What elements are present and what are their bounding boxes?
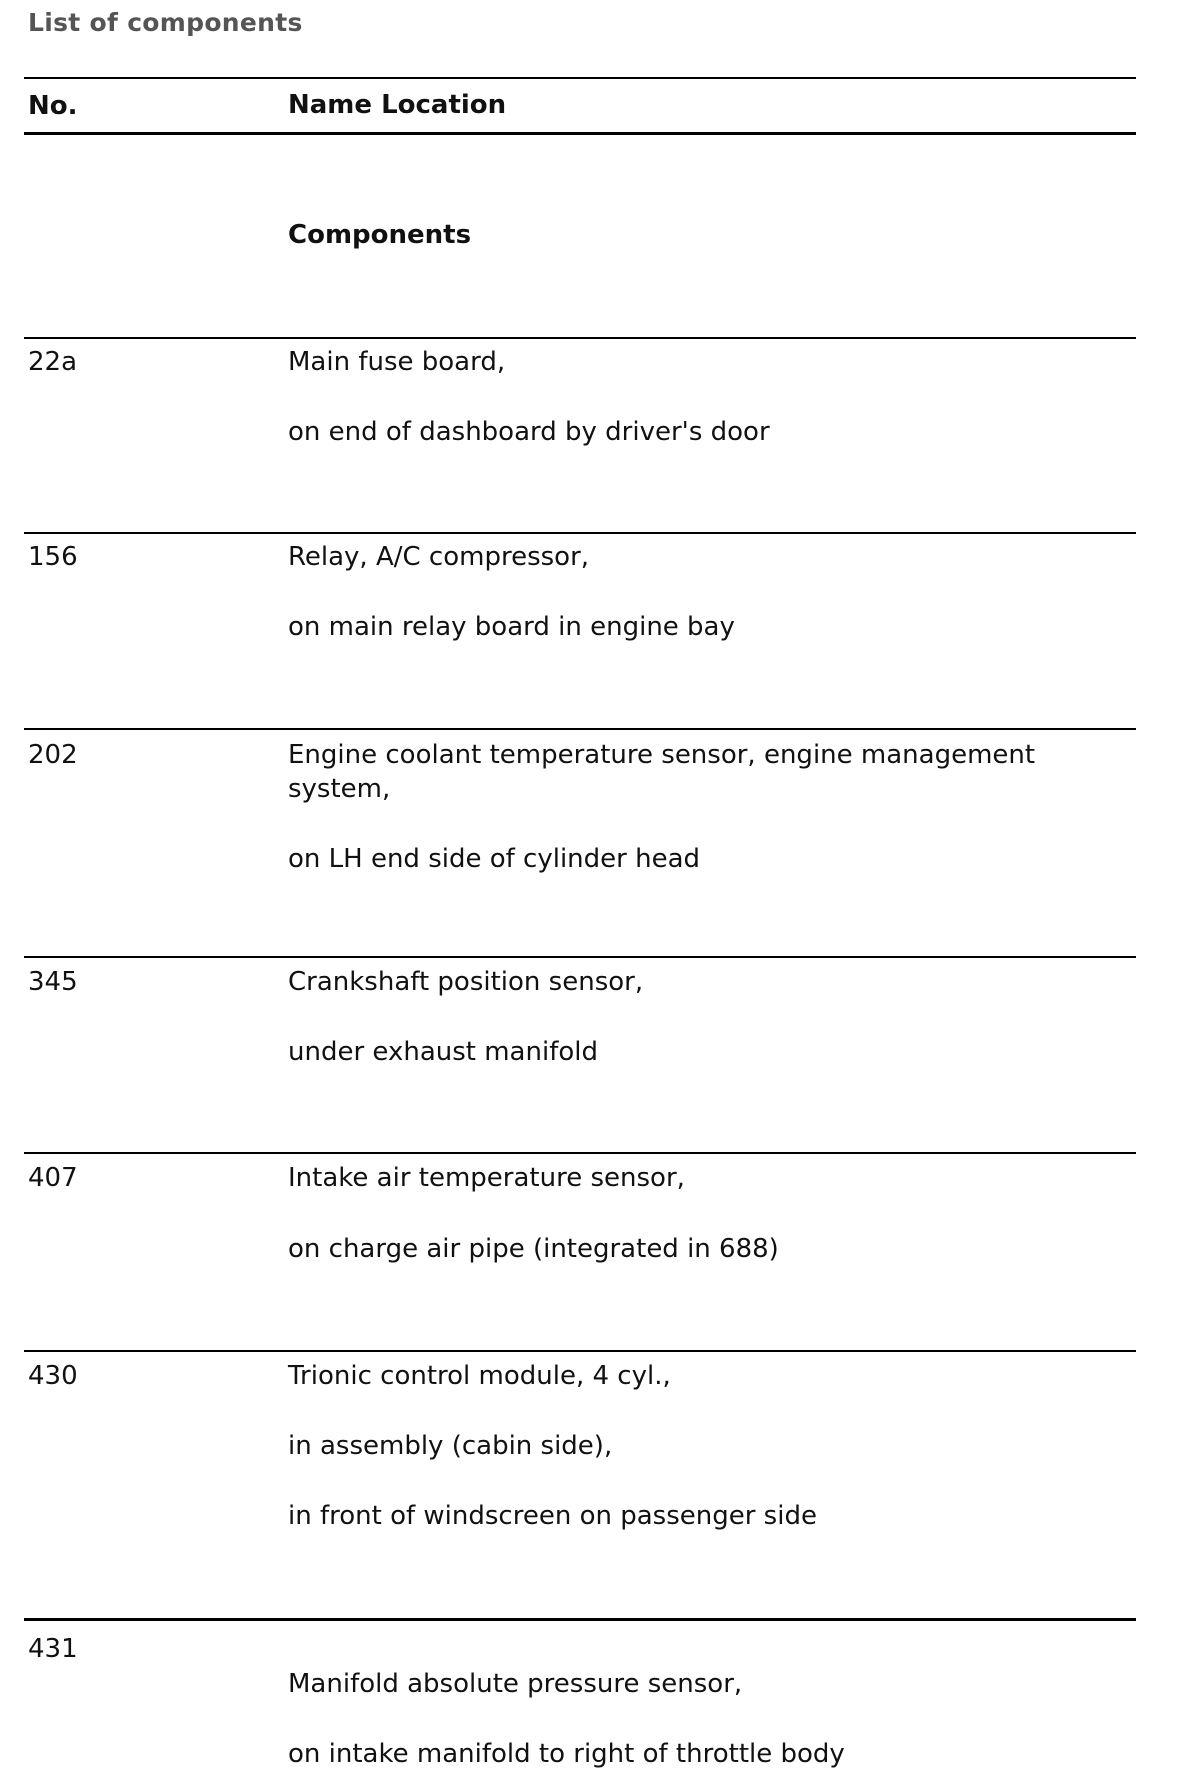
component-name: Relay, A/C compressor, bbox=[288, 542, 590, 572]
row-divider bbox=[24, 337, 1136, 339]
document-title: List of components bbox=[28, 8, 303, 37]
component-location: under exhaust manifold bbox=[288, 1037, 598, 1067]
column-header-name-location: Name Location bbox=[288, 90, 507, 120]
component-name: Trionic control module, 4 cyl., bbox=[288, 1361, 671, 1391]
row-divider bbox=[24, 1350, 1136, 1352]
component-number: 430 bbox=[28, 1361, 78, 1391]
component-name: Engine coolant temperature sensor, engine management system, bbox=[288, 740, 1036, 804]
component-location: on end of dashboard by driver's door bbox=[288, 417, 770, 447]
component-number: 431 bbox=[28, 1634, 78, 1664]
row-divider bbox=[24, 1618, 1136, 1621]
column-header-no: No. bbox=[28, 91, 78, 121]
component-name: Intake air temperature sensor, bbox=[288, 1163, 685, 1193]
component-location: on main relay board in engine bay bbox=[288, 612, 735, 642]
component-number: 345 bbox=[28, 967, 78, 997]
component-number: 156 bbox=[28, 542, 78, 572]
component-number: 22a bbox=[28, 347, 78, 377]
row-divider bbox=[24, 1152, 1136, 1154]
section-title: Components bbox=[288, 220, 472, 250]
component-number: 202 bbox=[28, 740, 78, 770]
component-location: on charge air pipe (integrated in 688) bbox=[288, 1234, 779, 1264]
component-location: on LH end side of cylinder head bbox=[288, 844, 701, 874]
component-location: in assembly (cabin side), bbox=[288, 1431, 613, 1461]
component-location: in front of windscreen on passenger side bbox=[288, 1501, 817, 1531]
row-divider bbox=[24, 956, 1136, 958]
row-divider bbox=[24, 728, 1136, 730]
header-rule-top bbox=[24, 77, 1136, 79]
component-name: Manifold absolute pressure sensor, bbox=[288, 1669, 743, 1699]
row-divider bbox=[24, 532, 1136, 534]
component-name: Main fuse board, bbox=[288, 347, 506, 377]
header-rule-bottom bbox=[24, 132, 1136, 135]
component-name: Crankshaft position sensor, bbox=[288, 967, 644, 997]
component-location: on intake manifold to right of throttle body bbox=[288, 1739, 845, 1769]
component-number: 407 bbox=[28, 1163, 78, 1193]
